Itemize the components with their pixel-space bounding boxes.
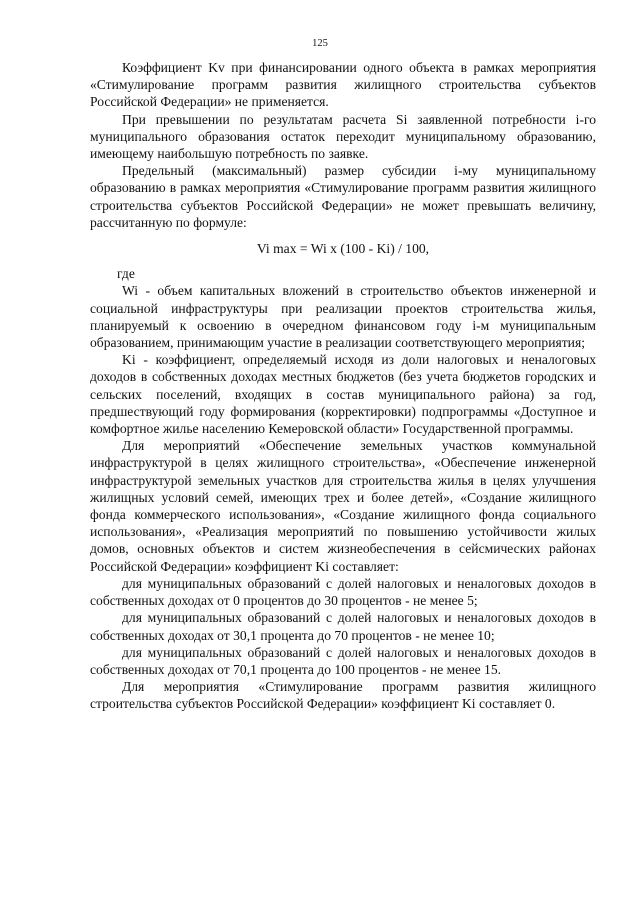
paragraph-measures-ki: Для мероприятий «Обеспечение земельных участков коммунальной инфраструктурой в целях жилищного строительства», «Обеспечение инженерной инфраструктурой земельных участков для строительства жилья в целях улучшения жилищных условий семей, имеющих трех и более детей», «Создание жилищного фонда коммерческого использования», «Создание жилищного фонда социального использования», «Реализация мероприятий по повышению устойчивости жилых домов, основных объектов и систем жизнеобеспечения в сейсмических районах Российской Федерации» коэффициент Ki составляет: [90,438,596,574]
page-number: 125 [312,38,328,49]
paragraph-excess-distribution: При превышении по результатам расчета Si заявленной потребности i-го муниципального образования остаток переходит муниципальному образованию, имеющему наибольшую потребность по заявке. [90,111,596,162]
paragraph-wi-definition: Wi - объем капитальных вложений в строительство объектов инженерной и социальной инфраструктуры при реализации проектов строительства жилья, планируемый к освоению в очередном финансовом году i-м муниципальным образованием, принимающим участие в реализации соответствующего мероприятия; [90,283,596,351]
paragraph-where: где [117,266,135,282]
formula: Vi max = Wi x (100 - Ki) / 100, [256,241,430,257]
paragraph-ki-min-5: для муниципальных образований с долей налоговых и неналоговых доходов в собственных доходах от 0 процентов до 30 процентов - не менее 5; [90,575,596,609]
paragraph-ki-definition: Ki - коэффициент, определяемый исходя из доли налоговых и неналоговых доходов в собственных доходах местных бюджетов (без учета бюджетов городских и сельских поселений, входящих в состав муниципального района) за год, предшествующий году формирования (корректировки) подпрограммы «Доступное и комфортное жилье населению Кемеровской области» Государственной программы. [90,352,596,437]
paragraph-ki-zero: Для мероприятия «Стимулирование программ развития жилищного строительства субъектов Российской Федерации» коэффициент Ki составляет 0. [90,679,596,712]
paragraph-ki-min-15: для муниципальных образований с долей налоговых и неналоговых доходов в собственных доходах от 70,1 процента до 100 процентов - не менее 15. [90,644,596,677]
paragraph-max-subsidy: Предельный (максимальный) размер субсидии i-му муниципальному образованию в рамках мероприятия «Стимулирование программ развития жилищного строительства субъектов Российской Федерации» не может превышать величину, рассчитанную по формуле: [90,163,596,230]
paragraph-kv-coefficient: Коэффициент Kv при финансировании одного объекта в рамках мероприятия «Стимулирование программ развития жилищного строительства субъектов Российской Федерации» не применяется. [90,60,596,110]
paragraph-ki-min-10: для муниципальных образований с долей налоговых и неналоговых доходов в собственных доходах от 30,1 процента до 70 процентов - не менее 10; [90,610,596,643]
document-body [90,59,596,713]
